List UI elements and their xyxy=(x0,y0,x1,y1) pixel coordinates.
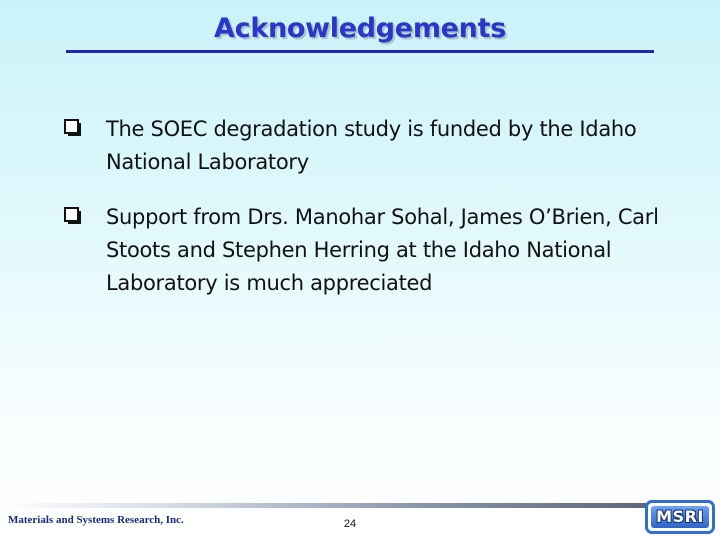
msri-logo xyxy=(645,500,715,534)
slide-title: Acknowledgements xyxy=(214,13,506,44)
page-number: 24 xyxy=(343,518,357,530)
title-underline xyxy=(66,50,654,53)
logo-text: MSRI xyxy=(651,506,709,528)
footer-divider xyxy=(0,503,650,508)
bullet-item xyxy=(64,201,694,300)
footer-company-name: Materials and Systems Research, Inc. xyxy=(8,514,184,526)
checkbox-icon xyxy=(64,207,82,225)
bullet-list xyxy=(64,113,694,322)
checkbox-icon xyxy=(64,119,82,137)
bullet-text: Support from Drs. Manohar Sohal, James O’Brien, Carl Stoots and Stephen Herring at the Idaho National Laboratory is much appreciated xyxy=(106,205,659,295)
bullet-text: The SOEC degradation study is funded by the Idaho National Laboratory xyxy=(106,117,637,174)
bullet-item xyxy=(64,113,694,179)
